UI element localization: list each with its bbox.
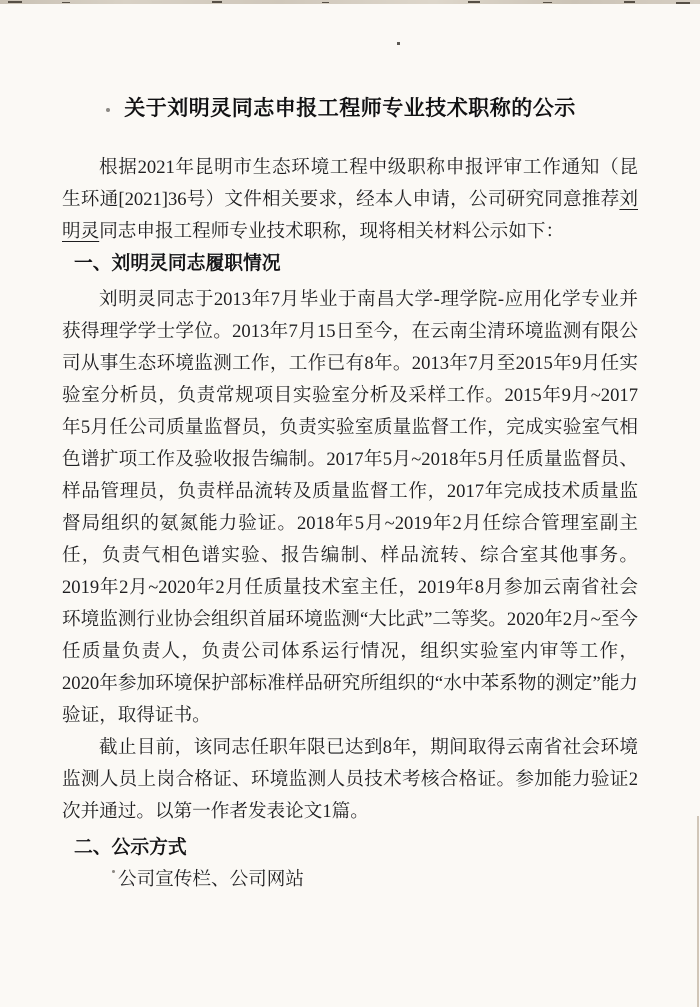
scan-speck — [322, 2, 329, 3]
section1-paragraph1: 刘明灵同志于2013年7月毕业于南昌大学-理学院-应用化学专业并获得理学学士学位。2013年7月15日至今，在云南尘清环境监测有限公司从事生态环境监测工作，工作已有8年。2013年7月至2015年9月任实验室分析员，负责常规项目实验室分析及采样工作。2015年9月~2017年5月任公司质量监督员，负责实验室质量监督工作，完成实验室气相色谱扩项工作及验收报告编制。2017年5月~2018年5月任质量监督员、样品管理员，负责样品流转及质量监督工作，2017年完成技术质量监督局组织的氨氮能力验证。2018年5月~2019年2月任综合管理室副主任，负责气相色谱实验、报告编制、样品流转、综合室其他事务。2019年2月~2020年2月任质量技术室主任，2019年8月参加云南省社会环境监测行业协会组织首届环境监测“大比武”二等奖。2020年2月~至今任质量负责人，负责公司体系运行情况，组织实验室内审等工作，2020年参加环境保护部标准样品研究所组织的“水中苯系物的测定”能力验证，取得证书。 — [62, 289, 638, 726]
scan-edge-artifact-right — [697, 816, 699, 1007]
section2-paragraph1: 公司宣传栏、公司网站 — [118, 869, 304, 890]
applicant-name-underlined: 刘明灵 — [62, 189, 638, 242]
scan-speck — [624, 1, 635, 3]
document-body — [62, 152, 638, 896]
section2-heading: 二、公示方式 — [74, 837, 187, 858]
scan-speck — [676, 2, 690, 4]
page-title: 关于刘明灵同志申报工程师专业技术职称的公示 — [124, 96, 576, 120]
intro-text-after: 同志申报工程师专业技术职称，现将相关材料公示如下： — [99, 221, 565, 242]
intro-paragraph — [62, 152, 638, 248]
scan-speck — [212, 1, 222, 3]
scan-speck — [8, 1, 22, 3]
section1-heading: 一、刘明灵同志履职情况 — [74, 253, 281, 274]
scan-speck — [543, 2, 552, 3]
section1-paragraph2: 截止目前，该同志任职年限已达到8年，期间取得云南省社会环境监测人员上岗合格证、环境监测人员技术考核合格证。参加能力验证2次并通过。以第一作者发表论文1篇。 — [62, 737, 638, 822]
scan-edge-artifact-top — [0, 0, 700, 4]
scan-speck — [397, 42, 400, 45]
scan-speck — [62, 2, 70, 3]
intro-text-before: 根据2021年昆明市生态环境工程中级职称申报评审工作通知（昆生环通[2021]36号）文件相关要求，经本人申请，公司研究同意推荐 — [62, 157, 638, 210]
scan-speck — [468, 1, 480, 3]
